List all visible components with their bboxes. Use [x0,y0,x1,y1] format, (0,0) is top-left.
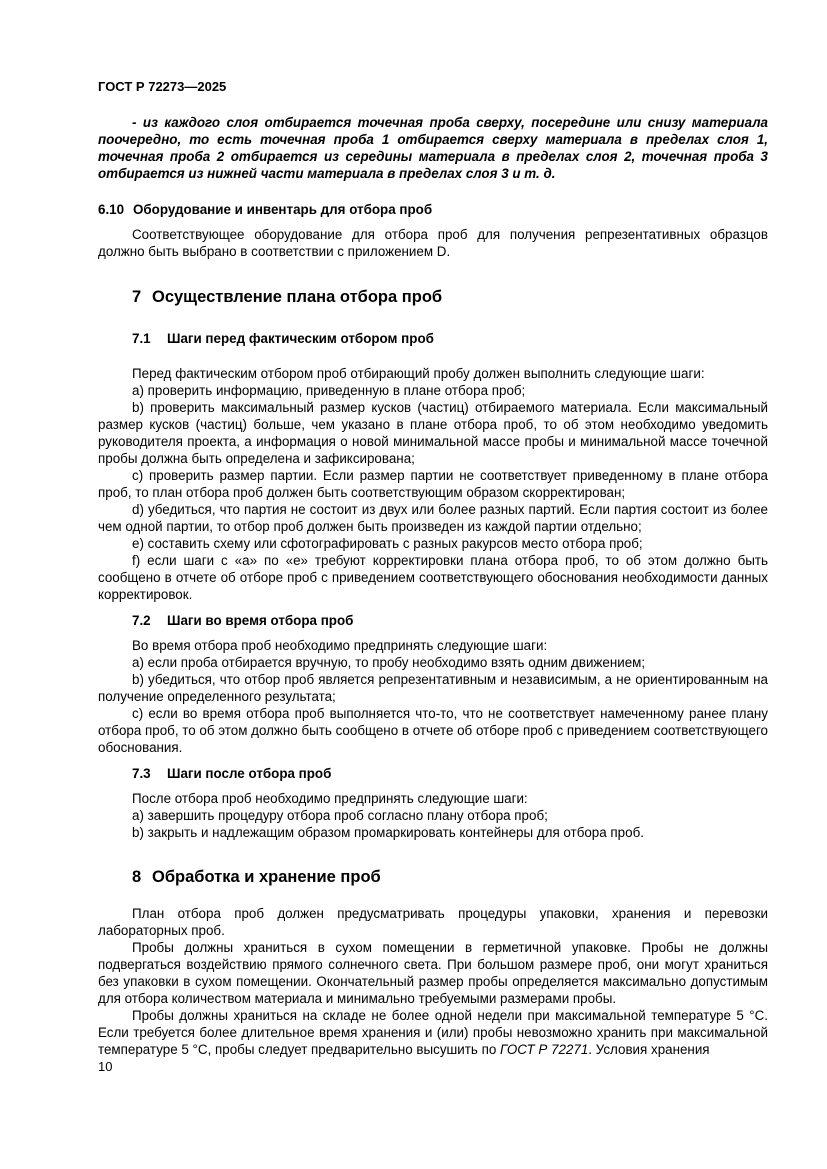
section-7-3-intro: После отбора проб необходимо предпринять следующие шаги: [132,791,528,806]
list-item: a) если проба отбирается вручную, то пробу необходимо взять одним движением; [132,655,646,670]
list-item: c) проверить размер партии. Если размер партии не соответствует приведенному в плане отбора проб, то план отбора проб должен быть соответствующим образом скорректирован; [98,468,768,500]
section-title: Шаги во время отбора проб [167,613,354,628]
page-content [98,114,768,1058]
section-8-heading [98,867,768,887]
paragraph-text: Пробы должны храниться на складе не более одной недели при максимальной температуре 5 °С. Если требуется более длительное время хранения и (или) пробы невозможно хранить при максимальной температуре 5 °С, пробы следует предварительно высушить по [98,1008,768,1057]
section-number: 6.10 [98,202,125,217]
section-6-10-heading [98,201,768,218]
section-7-1-intro: Перед фактическим отбором проб отбирающий пробу должен выполнить следующие шаги: [132,366,705,381]
list-item: e) составить схему или сфотографировать с разных ракурсов место отбора проб; [132,536,643,551]
section-6-10-text: Соответствующее оборудование для отбора проб для получения репрезентативных образцов должно быть выбрано в соответствии с приложением D. [98,227,768,259]
section-title: Оборудование и инвентарь для отбора проб [133,202,433,217]
list-item: c) если во время отбора проб выполняется что-то, что не соответствует намеченному ранее плану отбора проб, то об этом должно быть сообщено в отчете об отборе проб с приведением соответствующего обоснования. [98,706,768,755]
section-7-2-intro: Во время отбора проб необходимо предпринять следующие шаги: [132,638,548,653]
list-item: a) завершить процедуру отбора проб согласно плану отбора проб; [132,808,548,823]
section-number: 7.1 [132,331,151,346]
section-title: Осуществление плана отбора проб [152,288,443,306]
section-number: 7 [132,288,142,306]
section-number: 8 [132,868,142,886]
section-title: Обработка и хранение проб [152,868,381,886]
list-item: f) если шаги с «а» по «е» требуют корректировки плана отбора проб, то об этом должно быть сообщено в отчете об отборе проб с приведением соответствующего обоснования необходимости данных корректировок. [98,553,768,602]
document-header: ГОСТ Р 72273—2025 [98,79,227,94]
list-item: b) убедиться, что отбор проб является репрезентативным и независимым, а не ориентированным на получение определенного результата; [98,672,768,704]
section-number: 7.2 [132,613,151,628]
section-title: Шаги после отбора проб [167,766,332,781]
list-item: a) проверить информацию, приведенную в плане отбора проб; [132,383,526,398]
list-item: d) убедиться, что партия не состоит из двух или более разных партий. Если партия состоит из более чем одной партии, то отбор проб должен быть произведен из каждой партии отдельно; [98,502,768,534]
section-7-2-heading [98,612,768,629]
section-8-paragraph-2: Пробы должны храниться в сухом помещении в герметичной упаковке. Пробы не должны подвергаться воздействию прямого солнечного света. При большом размере проб, они могут храниться без упаковки в сухом помещении. Окончательный размер пробы определяется максимально допустимым для отбора количеством материала и минимально требуемыми размерами пробы. [98,940,768,1006]
page-number: 10 [98,1059,113,1074]
paragraph-text: . Условия хранения [588,1042,710,1057]
intro-bullet: - из каждого слоя отбирается точечная проба сверху, посередине или снизу материала поочередно, то есть точечная проба 1 отбирается сверху материала в пределах слоя 1, точечная проба 2 отбирается из середины материала в пределах слоя 2, точечная проба 3 отбирается из нижней части материала в пределах слоя 3 и т. д. [98,115,768,181]
section-title: Шаги перед фактическим отбором проб [167,331,434,346]
list-item: b) закрыть и надлежащим образом промаркировать контейнеры для отбора проб. [132,825,644,840]
list-item: b) проверить максимальный размер кусков (частиц) отбираемого материала. Если максимальный размер кусков (частиц) больше, чем указано в плане отбора проб, то об этом необходимо уведомить руководителя проекта, а информация о новой минимальной массе пробы и минимальной массе точечной пробы должна быть определена и зафиксирована; [98,400,768,466]
section-number: 7.3 [132,766,151,781]
standard-reference: ГОСТ Р 72271 [500,1042,589,1057]
section-7-3-heading [98,765,768,782]
section-8-paragraph-3 [98,1007,768,1058]
section-8-paragraph-1: План отбора проб должен предусматривать процедуры упаковки, хранения и перевозки лабораторных проб. [98,906,768,938]
section-7-1-heading [98,330,768,347]
section-7-heading [98,287,768,307]
